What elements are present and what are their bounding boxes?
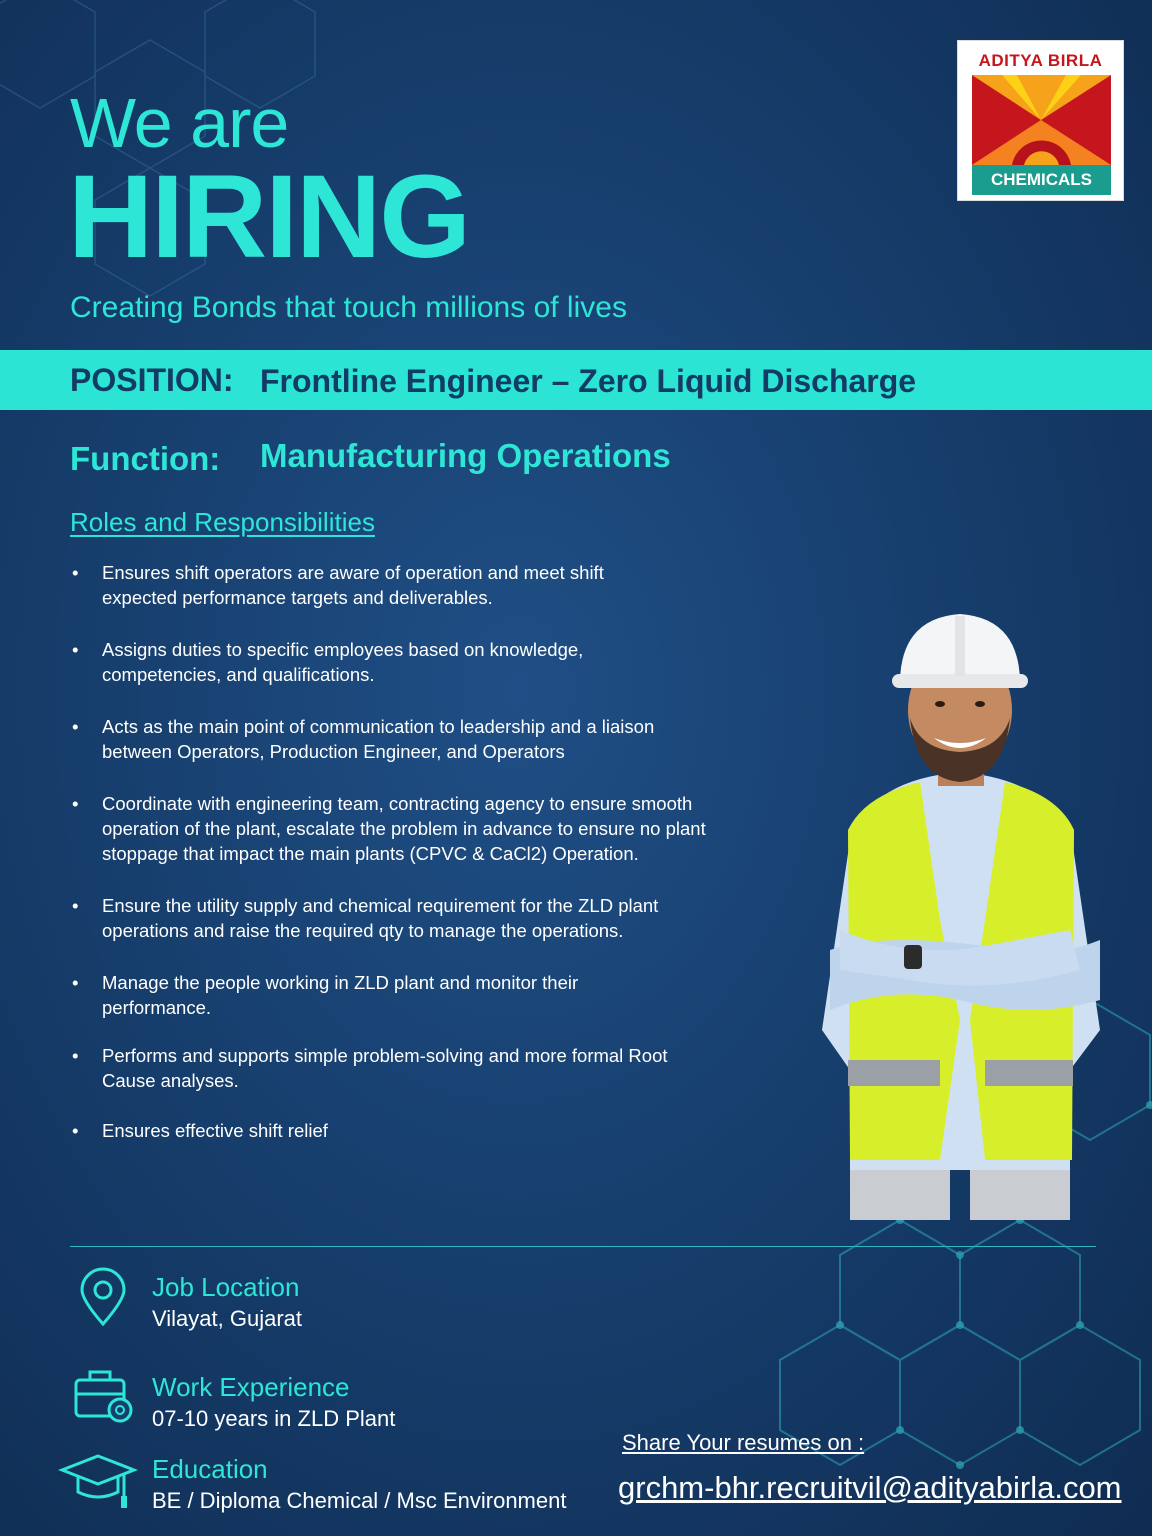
list-item bbox=[70, 791, 710, 866]
location-pin-icon bbox=[70, 1266, 136, 1332]
position-title: Frontline Engineer – Zero Liquid Discharge bbox=[260, 363, 917, 399]
list-item bbox=[70, 714, 690, 764]
education-value: BE / Diploma Chemical / Msc Environment bbox=[152, 1488, 567, 1513]
briefcase-gear-icon bbox=[70, 1366, 140, 1428]
responsibility-text: Coordinate with engineering team, contracting agency to ensure smooth operation of the plant, escalate the problem in advance to ensure no plant stoppage that impact the main plants (CPVC & CaCl2) Operation. bbox=[102, 793, 706, 864]
bullet-icon: • bbox=[72, 562, 79, 583]
work-experience-title: Work Experience bbox=[152, 1372, 350, 1402]
roles-heading: Roles and Responsibilities bbox=[70, 507, 375, 537]
responsibility-text: Ensure the utility supply and chemical requirement for the ZLD plant operations and raise the required qty to manage the operations. bbox=[102, 895, 659, 941]
graduation-cap-icon bbox=[58, 1450, 138, 1512]
job-location-title: Job Location bbox=[152, 1272, 300, 1302]
responsibility-text: Acts as the main point of communication to leadership and a liaison between Operators, Production Engineer, and Operators bbox=[102, 716, 655, 762]
bullet-icon: • bbox=[72, 639, 79, 660]
headline-hiring: HIRING bbox=[68, 151, 469, 283]
list-item bbox=[70, 893, 680, 943]
headline-we-are: We are bbox=[70, 84, 289, 162]
education-title: Education bbox=[152, 1454, 268, 1484]
list-item bbox=[70, 1118, 670, 1143]
bullet-icon: • bbox=[72, 1045, 79, 1066]
bullet-icon: • bbox=[72, 895, 79, 916]
responsibility-text: Manage the people working in ZLD plant and monitor their performance. bbox=[102, 972, 579, 1018]
work-experience-value: 07-10 years in ZLD Plant bbox=[152, 1406, 396, 1431]
position-label: POSITION: bbox=[70, 362, 234, 398]
bullet-icon: • bbox=[72, 1120, 79, 1141]
job-location-value: Vilayat, Gujarat bbox=[152, 1306, 303, 1331]
rising-sun-logo-icon bbox=[972, 75, 1111, 165]
share-resume-label: Share Your resumes on : bbox=[622, 1430, 865, 1455]
section-divider bbox=[70, 1246, 1096, 1247]
tagline: Creating Bonds that touch millions of lives bbox=[70, 291, 627, 324]
logo-brand-text: ADITYA BIRLA bbox=[978, 51, 1103, 70]
function-value: Manufacturing Operations bbox=[260, 437, 671, 474]
bullet-icon: • bbox=[72, 972, 79, 993]
responsibility-text: Performs and supports simple problem-solving and more formal Root Cause analyses. bbox=[102, 1045, 668, 1091]
resume-email-link[interactable]: grchm-bhr.recruitvil@adityabirla.com bbox=[618, 1470, 1122, 1505]
engineer-photo bbox=[810, 600, 1120, 1220]
list-item bbox=[70, 970, 670, 1020]
responsibilities-list bbox=[70, 560, 710, 1143]
list-item bbox=[70, 637, 670, 687]
list-item bbox=[70, 1043, 690, 1093]
responsibility-text: Ensures shift operators are aware of operation and meet shift expected performance targets and deliverables. bbox=[102, 562, 604, 608]
list-item bbox=[70, 560, 670, 610]
company-logo bbox=[957, 40, 1124, 201]
bullet-icon: • bbox=[72, 716, 79, 737]
function-label: Function: bbox=[70, 440, 221, 477]
position-banner bbox=[0, 350, 1152, 410]
responsibility-text: Ensures effective shift relief bbox=[102, 1120, 328, 1141]
logo-division-text: CHEMICALS bbox=[972, 165, 1111, 195]
responsibility-text: Assigns duties to specific employees based on knowledge, competencies, and qualifications. bbox=[102, 639, 584, 685]
bullet-icon: • bbox=[72, 793, 79, 814]
